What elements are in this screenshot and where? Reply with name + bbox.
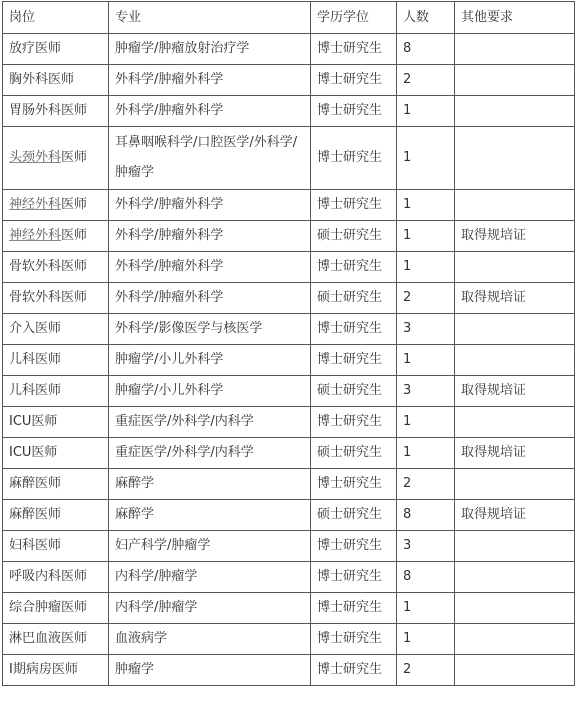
cell-requirement: 取得规培证: [455, 221, 575, 252]
cell-requirement: [455, 407, 575, 438]
position-suffix: 医师: [61, 228, 88, 243]
cell-position: [3, 221, 109, 252]
cell-requirement: [455, 531, 575, 562]
table-row: [3, 624, 575, 655]
cell-count: 1: [397, 96, 455, 127]
cell-requirement: [455, 34, 575, 65]
cell-requirement: [455, 190, 575, 221]
cell-position: 介入医师: [3, 314, 109, 345]
cell-count: 1: [397, 438, 455, 469]
cell-degree: 博士研究生: [311, 562, 397, 593]
position-link[interactable]: 神经外科: [9, 197, 62, 212]
position-suffix: 医师: [61, 197, 88, 212]
cell-major: 重症医学/外科学/内科学: [109, 407, 311, 438]
cell-requirement: 取得规培证: [455, 500, 575, 531]
table-row: [3, 562, 575, 593]
cell-position: ICU医师: [3, 438, 109, 469]
table-body: [3, 34, 575, 686]
table-row: [3, 376, 575, 407]
cell-major: 内科学/肿瘤学: [109, 562, 311, 593]
cell-major: 外科学/肿瘤外科学: [109, 190, 311, 221]
cell-position: 放疗医师: [3, 34, 109, 65]
cell-major: 耳鼻咽喉科学/口腔医学/外科学/肿瘤学: [109, 127, 311, 190]
cell-degree: 博士研究生: [311, 531, 397, 562]
header-row: [3, 2, 575, 34]
cell-requirement: [455, 624, 575, 655]
cell-position: 综合肿瘤医师: [3, 593, 109, 624]
table-row: [3, 655, 575, 686]
cell-count: 1: [397, 345, 455, 376]
cell-major: 肿瘤学/肿瘤放射治疗学: [109, 34, 311, 65]
cell-count: 8: [397, 500, 455, 531]
table-row: [3, 65, 575, 96]
table-header: [3, 2, 575, 34]
cell-count: 2: [397, 283, 455, 314]
cell-degree: 博士研究生: [311, 252, 397, 283]
cell-count: 1: [397, 221, 455, 252]
header-degree: 学历学位: [311, 2, 397, 34]
cell-degree: 博士研究生: [311, 127, 397, 190]
header-count: 人数: [397, 2, 455, 34]
cell-major: 肿瘤学/小儿外科学: [109, 345, 311, 376]
cell-requirement: [455, 345, 575, 376]
cell-position: 胸外科医师: [3, 65, 109, 96]
table-row: [3, 283, 575, 314]
cell-count: 2: [397, 65, 455, 96]
cell-degree: 博士研究生: [311, 407, 397, 438]
recruitment-table: [2, 1, 575, 686]
cell-requirement: 取得规培证: [455, 283, 575, 314]
header-position: 岗位: [3, 2, 109, 34]
cell-count: 8: [397, 562, 455, 593]
cell-major: 外科学/肿瘤外科学: [109, 252, 311, 283]
cell-position: 胃肠外科医师: [3, 96, 109, 127]
header-major: 专业: [109, 2, 311, 34]
table-row: [3, 221, 575, 252]
cell-position: Ⅰ期病房医师: [3, 655, 109, 686]
cell-position: 骨软外科医师: [3, 283, 109, 314]
cell-major: 肿瘤学/小儿外科学: [109, 376, 311, 407]
cell-count: 1: [397, 593, 455, 624]
table-row: [3, 531, 575, 562]
cell-requirement: [455, 96, 575, 127]
table-row: [3, 96, 575, 127]
cell-position: [3, 127, 109, 190]
position-suffix: 医师: [61, 150, 88, 165]
cell-major: 外科学/影像医学与核医学: [109, 314, 311, 345]
cell-requirement: [455, 469, 575, 500]
position-link[interactable]: 头颈外科: [9, 150, 62, 165]
table-row: [3, 438, 575, 469]
cell-requirement: 取得规培证: [455, 376, 575, 407]
table-row: [3, 252, 575, 283]
cell-degree: 博士研究生: [311, 345, 397, 376]
cell-requirement: [455, 65, 575, 96]
cell-major: 内科学/肿瘤学: [109, 593, 311, 624]
cell-degree: 硕士研究生: [311, 376, 397, 407]
cell-count: 2: [397, 469, 455, 500]
table-row: [3, 34, 575, 65]
cell-major: 肿瘤学: [109, 655, 311, 686]
cell-position: 麻醉医师: [3, 469, 109, 500]
header-requirement: 其他要求: [455, 2, 575, 34]
cell-position: 儿科医师: [3, 345, 109, 376]
cell-position: 骨软外科医师: [3, 252, 109, 283]
cell-count: 8: [397, 34, 455, 65]
cell-position: [3, 190, 109, 221]
cell-requirement: [455, 314, 575, 345]
cell-degree: 博士研究生: [311, 655, 397, 686]
cell-position: 呼吸内科医师: [3, 562, 109, 593]
cell-count: 3: [397, 314, 455, 345]
cell-major: 麻醉学: [109, 500, 311, 531]
cell-degree: 博士研究生: [311, 34, 397, 65]
cell-major: 麻醉学: [109, 469, 311, 500]
cell-count: 3: [397, 376, 455, 407]
table-row: [3, 314, 575, 345]
table-row: [3, 500, 575, 531]
cell-major: 血液病学: [109, 624, 311, 655]
cell-degree: 硕士研究生: [311, 438, 397, 469]
cell-degree: 博士研究生: [311, 593, 397, 624]
cell-requirement: [455, 562, 575, 593]
cell-count: 2: [397, 655, 455, 686]
cell-major: 外科学/肿瘤外科学: [109, 221, 311, 252]
cell-position: 妇科医师: [3, 531, 109, 562]
cell-degree: 硕士研究生: [311, 221, 397, 252]
cell-position: 麻醉医师: [3, 500, 109, 531]
cell-count: 3: [397, 531, 455, 562]
cell-major: 外科学/肿瘤外科学: [109, 65, 311, 96]
cell-requirement: 取得规培证: [455, 438, 575, 469]
table-row: [3, 190, 575, 221]
cell-position: 淋巴血液医师: [3, 624, 109, 655]
cell-degree: 博士研究生: [311, 65, 397, 96]
cell-major: 外科学/肿瘤外科学: [109, 283, 311, 314]
cell-degree: 博士研究生: [311, 314, 397, 345]
cell-count: 1: [397, 127, 455, 190]
cell-degree: 博士研究生: [311, 624, 397, 655]
table-row: [3, 593, 575, 624]
cell-degree: 博士研究生: [311, 469, 397, 500]
table-row: [3, 407, 575, 438]
cell-major: 重症医学/外科学/内科学: [109, 438, 311, 469]
cell-degree: 博士研究生: [311, 190, 397, 221]
cell-requirement: [455, 127, 575, 190]
cell-position: ICU医师: [3, 407, 109, 438]
cell-position: 儿科医师: [3, 376, 109, 407]
cell-degree: 硕士研究生: [311, 283, 397, 314]
cell-count: 1: [397, 190, 455, 221]
cell-count: 1: [397, 407, 455, 438]
table-row: [3, 345, 575, 376]
cell-degree: 硕士研究生: [311, 500, 397, 531]
cell-requirement: [455, 593, 575, 624]
cell-count: 1: [397, 252, 455, 283]
cell-major: 妇产科学/肿瘤学: [109, 531, 311, 562]
cell-count: 1: [397, 624, 455, 655]
table-row: [3, 469, 575, 500]
cell-degree: 博士研究生: [311, 96, 397, 127]
cell-requirement: [455, 655, 575, 686]
cell-major: 外科学/肿瘤外科学: [109, 96, 311, 127]
position-link[interactable]: 神经外科: [9, 228, 62, 243]
table-row: [3, 127, 575, 190]
cell-requirement: [455, 252, 575, 283]
